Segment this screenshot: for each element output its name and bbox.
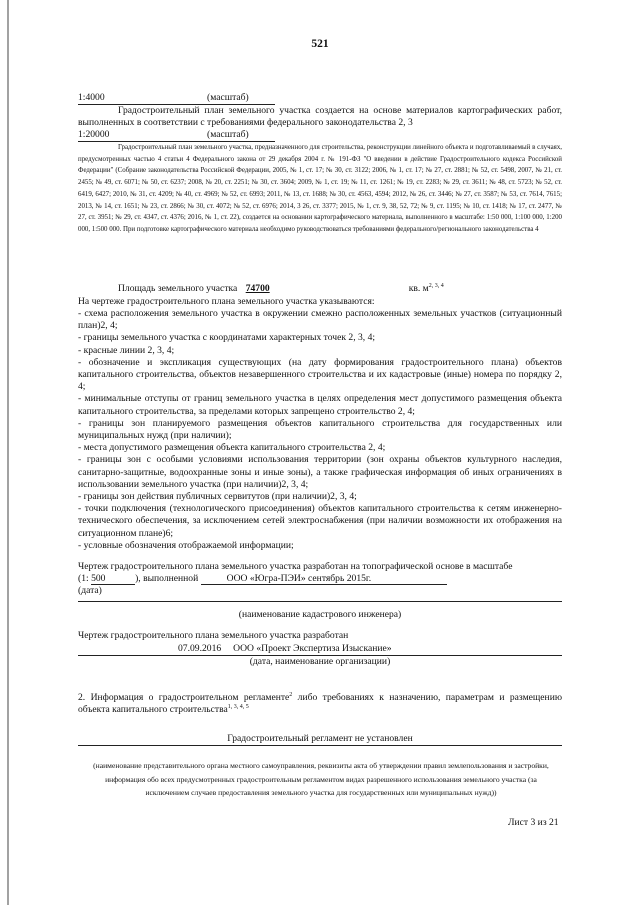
list-item: - границы зон с особыми условиями использования территории (зон охраны объектов культурного наследия, санитарно-защитные, водоохранные зоны и иные зоны), а также графическая информация об иных ограничениях в использовании земельного участка (при наличии)2, 3, 4; bbox=[78, 454, 562, 490]
area-sup: 2, 3, 4 bbox=[428, 282, 444, 289]
area-label: Площадь земельного участка bbox=[118, 283, 238, 294]
legal-paragraph: Градостроительный план земельного участка, предназначенного для строительства, реконструкции линейного объекта и подготавливаемый в случаях, предусмотренных частью 4 статьи 4 Федерального закона от 29 декабря 2004 г. № 191-ФЗ "О введении в действие Градостроительного кодекса Российской Федерации" (Собрание законодательства Российской Федерации, 2005, № 1, ст. 17; № 30, ст. 3122; 2006, № 1, ст. 17; № 27, ст. 2881; № 52, ст. 5498, 2007, № 21, ст. 2455; № 49, ст. 6071; № 50, ст. 6237; 2008, № 20, ст. 2251; № 30, ст. 3604; 2009, № 1, ст. 19; № 11, ст. 1261; № 19, ст. 2283; № 29, ст. 3611; № 48, ст. 5723; № 52, ст. 6419, 6427; 2010, № 31, ст. 4209; № 40, ст. 4969; № 52, ст. 6993; 2011, № 13, ст. 1688; № 30, ст. 4563, 4594; 2012, № 26, ст. 3446; № 27, ст. 3587; № 53, ст. 7614, 7615; 2013, № 14, ст. 1651; № 23, ст. 2866; № 30, ст. 4072; № 52, ст. 6976; 2014, 3 26, ст. 3377; 2015, № 1, ст. 9, 38, 52, 72; № 9, ст. 1195; № 10, ст. 1418; № 17, ст. 2477, № 27, ст. 3951; № 29, ст. 4347, ст. 4376; 2016, № 1, ст. 22), создается на основании картографического материала, выполненного в масштабе: 1:50 000, 1:100 000, 1:200 000, 1:500 000. При подготовке картографического материала необходимо руководствоваться требованиями федерального/регионального законодательства 4 bbox=[78, 144, 562, 233]
developed-line1: Чертеж градостроительного плана земельного участка разработан bbox=[78, 630, 349, 641]
scale2-value: 1:20000 bbox=[78, 129, 110, 140]
topo-done-value: ООО «Югра-ПЭИ» сентябрь 2015г. bbox=[201, 574, 447, 585]
list-item: - места допустимого размещения объекта капитального строительства 2, 4; bbox=[78, 442, 386, 454]
section2-sup2: 1, 3, 4, 5 bbox=[227, 704, 249, 711]
area-unit: кв. м bbox=[408, 283, 429, 294]
drawing-items-list bbox=[78, 308, 562, 552]
page-number: 521 bbox=[311, 38, 329, 50]
list-item: - точки подключения (технологического присоединения) объектов капитального строительства к сетям инженерно-технического обеспечения, за исключением сетей электроснабжения (при наличии возможности их отображения на ситуационном плане)6; bbox=[78, 503, 562, 539]
list-item: - обозначение и экспликация существующих (на дату формирования градостроительного плана) объектов капитального строительства, объектов незавершенного строительства и их кадастровые (иные) номера по порядку 2, 4; bbox=[78, 356, 562, 393]
section2-part2: либо требованиях к назначению, параметрам и размещению объекта капитального строительства bbox=[78, 692, 562, 716]
topo-line2 bbox=[78, 573, 568, 585]
section2-part1: 2. Информация о градостроительном регламенте bbox=[78, 692, 290, 703]
topo-done-label: ), выполненной bbox=[135, 573, 199, 584]
developed-label: (дата, наименование организации) bbox=[249, 656, 391, 667]
section2-sup1: 2 bbox=[289, 691, 293, 698]
sheet-label: Лист 3 из 21 bbox=[508, 817, 559, 828]
engineer-label: (наименование кадастрового инженера) bbox=[238, 609, 402, 620]
regulation-value: Градостроительный регламент не установлен bbox=[227, 733, 413, 744]
section2-text bbox=[78, 692, 562, 716]
list-item: - границы земельного участка с координатами характерных точек 2, 3, 4; bbox=[78, 332, 376, 344]
scale2-label: (масштаб) bbox=[207, 129, 249, 140]
area-row bbox=[118, 283, 562, 295]
list-item: - красные линии 2, 3, 4; bbox=[78, 344, 175, 356]
list-item: - границы зон планируемого размещения объектов капитального строительства для государственных или муниципальных нужд (при наличии); bbox=[78, 417, 562, 442]
list-item: - минимальные отступы от границ земельного участка в целях определения мест допустимого размещения объекта капитального строительства, за пределами которых запрещено строительство 2, 4; bbox=[78, 393, 562, 417]
scan-edge bbox=[7, 0, 9, 905]
drawing-intro: На чертеже градостроительного плана земельного участка указываются: bbox=[78, 296, 375, 307]
list-item: - условные обозначения отображаемой информации; bbox=[78, 539, 294, 551]
developed-value-row bbox=[78, 643, 562, 655]
engineer-line bbox=[78, 601, 562, 602]
developed-value: 07.09.2016 ООО «Проект Экспертиза Изыскание» bbox=[178, 643, 392, 654]
list-item: - схема расположения земельного участка в окружении смежно расположенных земельных участков (ситуационный план)2, 4; bbox=[78, 308, 562, 332]
scale1-value: 1:4000 bbox=[78, 92, 105, 103]
regulation-underline bbox=[78, 745, 562, 746]
scale-text: Градостроительный план земельного участка создается на основе материалов картографических работ, выполненных в соответствии с требованиями федерального законодательства 2, 3 bbox=[78, 105, 562, 129]
list-item: - границы зон действия публичных сервитутов (при наличии)2, 3, 4; bbox=[78, 491, 357, 503]
area-value: 74700 bbox=[245, 283, 270, 294]
topo-date-label: (дата) bbox=[78, 585, 102, 596]
topo-line1: Чертеж градостроительного плана земельного участка разработан на топографической основе в масштабе bbox=[78, 561, 513, 572]
topo-scale-value: 500 bbox=[91, 574, 135, 585]
regulation-note: (наименование представительного органа местного самоуправления, реквизиты акта об утверждении правил землепользования и застройки, информация обо всех предусмотренных градостроительным регламентом видах разрешенного использования земельного участка (за исключением случаев предоставления земельного участка для государственных или муниципальных нужд)) bbox=[93, 761, 549, 797]
topo-scale-prefix: (1: bbox=[78, 573, 89, 584]
scale1-label: (масштаб) bbox=[207, 92, 249, 103]
